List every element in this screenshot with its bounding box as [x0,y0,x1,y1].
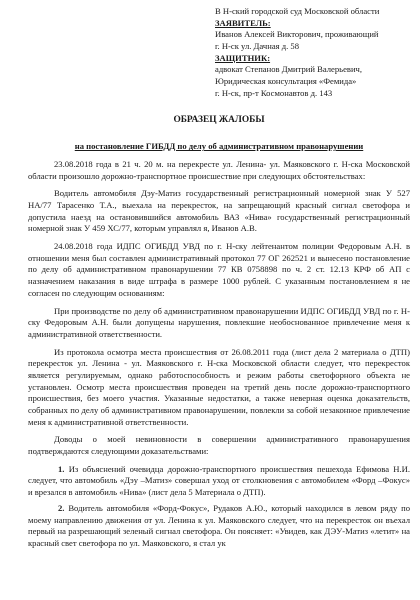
paragraph-evidence-intro: Доводы о моей невиновности в совершении административного правонарушения подтверждаются следующими доказательствами: [28,434,410,457]
paragraph-violations: При производстве по делу об административном правонарушении ИДПС ОГИБДД УВД по г. Н-ску Федоровым А.Н. были допущены нарушения, повлекшие необоснованное привлечение меня к административной ответственности. [28,305,410,339]
paragraph-inspection: Из протокола осмотра места происшествия от 26.08.2011 года (лист дела 2 материала о ДТП) перекресток ул. Ленина - ул. Маяковского г. Н-ска Московской области следует, что перекресток является регулируемым, однако работоспособность и режим работы светофорного объекта не установлен. Осмотр места происшествия проведен на третий день после дорожно-транспортного происшествия, без моего участия. Указанные недостатки, а также неверная оценка доказательств, собранных по делу об административном правонарушении, повлекли за собой незаконное привлечение меня к административной ответственности. [28,346,410,427]
paragraph-circumstances: 23.08.2018 года в 21 ч. 20 м. на перекресте ул. Ленина- ул. Маяковского г. Н-ска Московской области произошло дорожно-транспортное происшествие при следующих обстоятельствах: [28,158,410,181]
defender-address: г. Н-ск, пр-т Космонавтов д. 143 [215,87,333,98]
paragraph-driver: Водитель автомобиля Дэу-Матиз государственный регистрационный номерной знак У 527 НА/77 Тарасенко Т.А., выехала на перекресток, на запрещающий красный сигнал светофора и допустила наезд на остановившийся автомобиль ВАЗ «Нива» государственный регистрационный номерной знак У 459 ХС/77, которым управлял я, Иванов А.В. [28,188,410,234]
evidence-number: 1. [58,463,65,474]
applicant-name: Иванов Алексей Викторович, проживающий [215,29,379,40]
defender-org: Юридическая консультация «Фемида» [215,76,357,87]
evidence-text: Водитель автомобиля «Форд-Фокус», Рудаков А.Ю., который находился в левом ряду по моему направлению движения от ул. Ленина к ул. Маяковского следует, что на перекресток он въехал первый на разрешающий зеленый сигнал светофора. Он поясняет: «Увидев, как ДЭУ-Матиз «летит» на красный свет светофора по ул. Маяковского, я стал ук [28,502,410,548]
evidence-item-1 [28,464,410,499]
court-name: В Н-ский городской суд Московской области [215,6,380,16]
applicant-label: ЗАЯВИТЕЛЬ: [215,17,271,28]
applicant-address: г. Н-ск ул. Дачная д. 58 [215,41,299,52]
defender-name: адвокат Степанов Дмитрий Валерьевич, [215,64,363,75]
evidence-text: Из объяснений очевидца дорожно-транспортного происшествия пешехода Ефимова Н.И. следует, что автомобиль «Дэу –Матиз» совершал уход от столкновения с автомобилем «Форд –Фокус» и врезался в автомобиль «Нива» (лист дела 5 Материала о ДТП). [28,463,410,498]
evidence-item-2 [28,503,410,550]
document-subtitle: на постановление ГИБДД по делу об административном правонарушении [74,141,364,152]
defender-label: ЗАЩИТНИК: [215,52,271,63]
document-title: ОБРАЗЕЦ ЖАЛОБЫ [173,114,265,125]
evidence-number: 2. [58,502,65,513]
addressee-block [215,6,410,100]
paragraph-protocol: 24.08.2018 года ИДПС ОГИБДД УВД по г. Н-ску лейтенантом полиции Федоровым А.Н. в отношении меня был составлен административный протокол 77 ОГ 262521 и вынесено постановление по делу об административном правонарушении 77 КВ 0758898 по ч. 2 ст. 12.13 КРФ об АП с назначением наказания в виде штрафа в размере 1000 рублей. С указанным постановлением я не согласен по следующим основаниям: [28,241,410,298]
